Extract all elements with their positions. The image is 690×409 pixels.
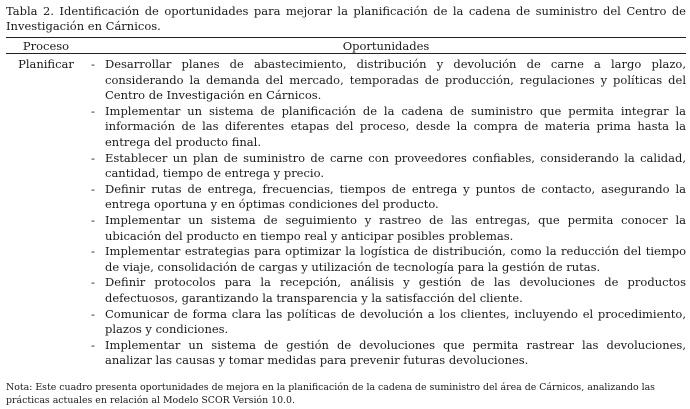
bullet-dash: - xyxy=(91,275,95,290)
list-item-text: Implementar un sistema de planificación de la cadena de suministro que permita integrar la información de las diferentes etapas del proceso, desde la compra de materia prima hasta la entrega del producto final. xyxy=(105,103,686,149)
list-item xyxy=(91,151,686,182)
list-item-text: Desarrollar planes de abastecimiento, distribución y devolución de carne a largo plazo, considerando la demanda del mercado, temporadas de producción, regulaciones y políticas del Centro de Investigación en Cárnicos. xyxy=(105,57,686,103)
list-item xyxy=(91,244,686,275)
list-item xyxy=(91,307,686,338)
list-item xyxy=(91,182,686,213)
list-item-text: Implementar estrategias para optimizar la logística de distribución, como la reducción del tiempo de viaje, consolidación de cargas y utilización de tecnología para la gestión de rutas. xyxy=(105,244,686,274)
list-item-text: Comunicar de forma clara las políticas de devolución a los clientes, incluyendo el procedimiento, plazos y condiciones. xyxy=(105,306,686,337)
list-item-text: Implementar un sistema de gestión de devoluciones que permita rastrear las devoluciones, analizar las causas y tomar medidas para prevenir futuras devoluciones. xyxy=(105,337,686,368)
bullet-dash: - xyxy=(91,244,95,259)
table-caption: Tabla 2. Identificación de oportunidades para mejorar la planificación de la cadena de suministro del Centro de Investigación en Cárnicos. xyxy=(6,4,686,33)
list-item xyxy=(91,57,686,104)
table-row xyxy=(6,54,686,369)
header-process: Proceso xyxy=(22,38,70,53)
bullet-dash: - xyxy=(91,150,95,165)
list-item xyxy=(91,275,686,306)
header-opportunities: Oportunidades xyxy=(342,38,430,53)
bullet-dash: - xyxy=(91,306,95,321)
list-item-text: Definir rutas de entrega, frecuencias, tiempos de entrega y puntos de contacto, asegurando la entrega oportuna y en óptimas condiciones del producto. xyxy=(105,181,686,212)
opportunities-cell xyxy=(91,57,686,369)
table-note: Nota: Este cuadro presenta oportunidades de mejora en la planificación de la cadena de suministro del área de Cárnicos, analizando las prácticas actuales en relación al Modelo SCOR Versión 10.0. xyxy=(6,382,655,406)
list-item xyxy=(91,213,686,244)
list-item-text: Establecer un plan de suministro de carne con proveedores confiables, considerando la calidad, cantidad, tiempo de entrega y precio. xyxy=(105,150,686,181)
bullet-dash: - xyxy=(91,103,95,118)
list-item xyxy=(91,338,686,369)
bullet-dash: - xyxy=(91,57,95,71)
opportunities-table xyxy=(6,37,686,369)
list-item-text: Implementar un sistema de seguimiento y rastreo de las entregas, que permita conocer la ubicación del producto en tiempo real y anticipar posibles problemas. xyxy=(105,212,686,243)
list-item xyxy=(91,104,686,151)
list-item-text: Definir protocolos para la recepción, análisis y gestión de las devoluciones de productos defectuosos, garantizando la transparencia y la satisfacción del cliente. xyxy=(105,275,686,305)
bullet-dash: - xyxy=(91,337,95,352)
process-cell: Planificar xyxy=(18,57,74,71)
bullet-dash: - xyxy=(91,212,95,227)
bullet-dash: - xyxy=(91,181,95,196)
table-header-row xyxy=(6,38,686,53)
